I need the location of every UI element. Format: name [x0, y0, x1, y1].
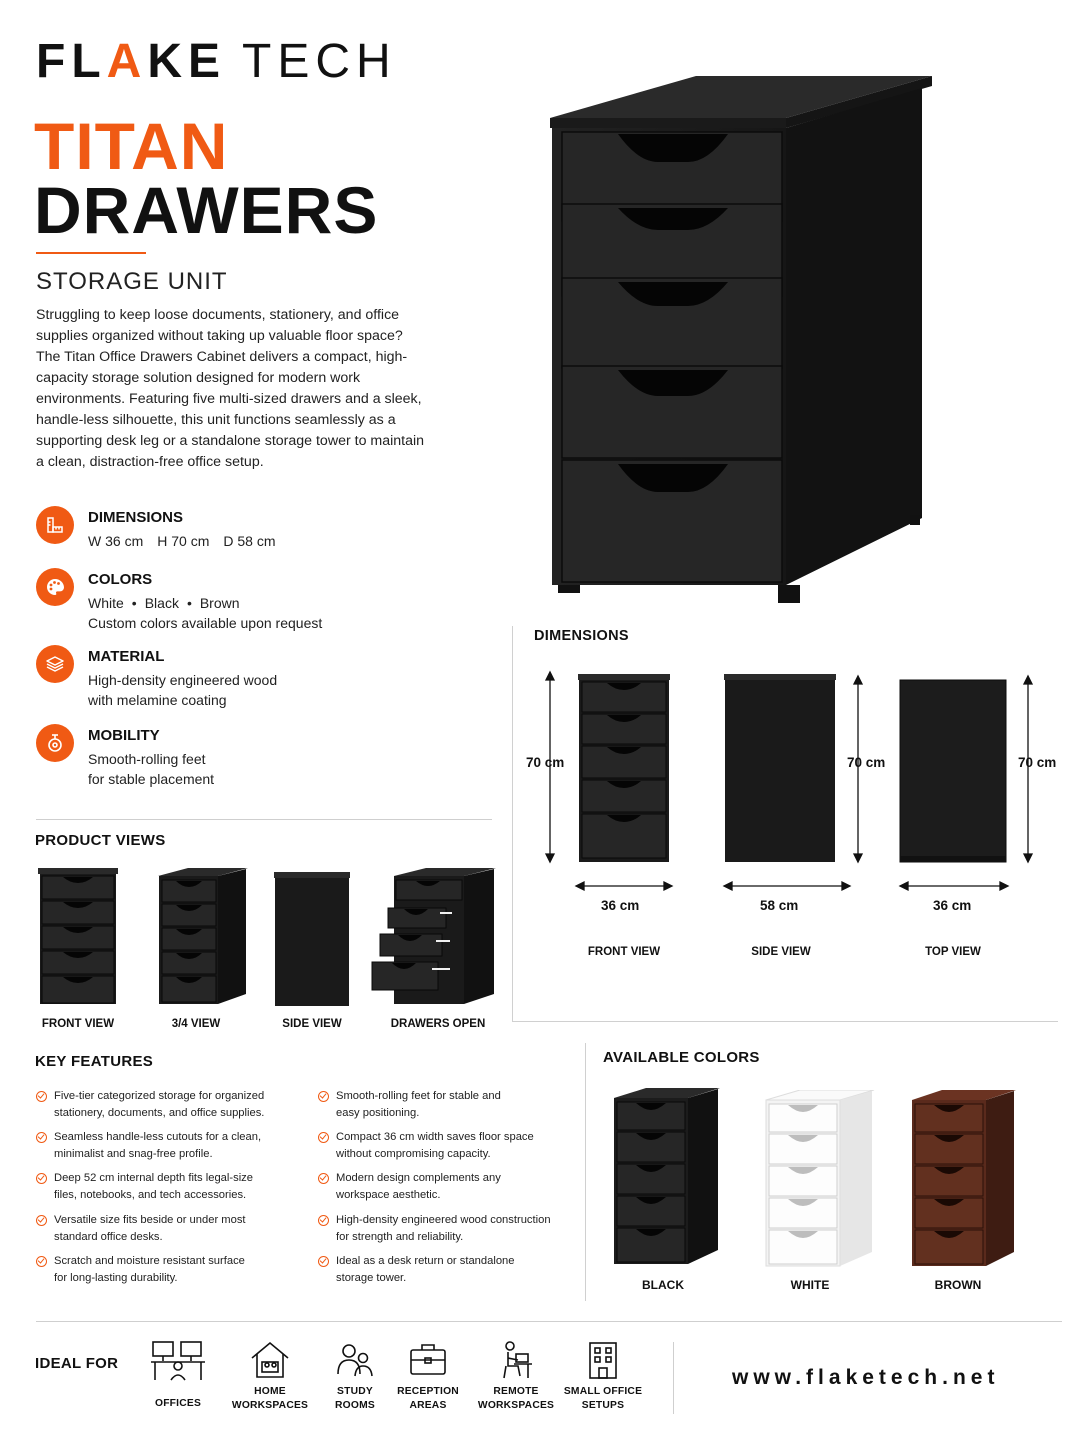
briefcase-icon: [408, 1340, 448, 1380]
color-option: Black: [144, 595, 179, 611]
brand-logo: [36, 34, 397, 89]
check-circle-icon: [318, 1215, 329, 1226]
height-label-front: 70 cm: [526, 755, 565, 770]
spec-colors: [36, 570, 322, 633]
logo-flake: [36, 34, 226, 89]
mobility-line: for stable placement: [88, 771, 215, 787]
feature-text: storage tower.: [336, 1272, 407, 1284]
color-swatch-brown: [910, 1090, 1020, 1273]
dimension-height: H 70 cm: [157, 533, 210, 549]
ideal-label: SETUPS: [581, 1400, 625, 1411]
feature-text: for strength and reliability.: [336, 1231, 464, 1243]
dimension-width: W 36 cm: [88, 533, 144, 549]
feature-item: [36, 1253, 296, 1287]
dimensions-panel-title: DIMENSIONS: [534, 628, 629, 644]
dimension-depth: D 58 cm: [223, 533, 276, 549]
home-icon: [248, 1340, 292, 1380]
feature-item: [318, 1253, 578, 1287]
color-swatch-white: [764, 1090, 878, 1273]
ideal-label: OFFICES: [154, 1398, 202, 1409]
feature-text: files, notebooks, and tech accessories.: [54, 1189, 247, 1201]
feature-text: Scratch and moisture resistant surface: [54, 1255, 245, 1267]
product-view-label: FRONT VIEW: [41, 1018, 115, 1030]
dimension-view-label: SIDE VIEW: [751, 946, 811, 958]
dimension-view-label: FRONT VIEW: [587, 946, 661, 958]
available-colors-title: AVAILABLE COLORS: [603, 1049, 760, 1066]
ideal-offices: [133, 1340, 223, 1411]
logo-flake-part: FL: [36, 35, 107, 88]
bullet-separator: •: [131, 595, 137, 611]
feature-text: Compact 36 cm width saves floor space: [336, 1131, 534, 1143]
intro-paragraph: Struggling to keep loose documents, stationery, and office supplies organized without taking up valuable floor space? The Titan Office Drawers Cabinet delivers a compact, high-capacity storage solution designed for modern work environments. Featuring five multi-sized drawers and a sleek, handle-less silhouette, this unit functions seamlessly as a supporting desk leg or a standalone storage tower to maintain a clean, distraction-free office setup.: [36, 307, 425, 470]
feature-item: [318, 1088, 578, 1122]
dimension-view-label: TOP VIEW: [925, 946, 981, 958]
color-label: BROWN: [934, 1278, 982, 1292]
check-circle-icon: [36, 1091, 47, 1102]
feature-item: [36, 1170, 296, 1204]
feature-item: [318, 1170, 578, 1204]
ideal-label: WORKSPACES: [477, 1400, 555, 1411]
colors-divider: [585, 1043, 586, 1301]
color-option: White: [88, 595, 124, 611]
ideal-label: WORKSPACES: [231, 1400, 309, 1411]
ideal-label: STUDY: [337, 1386, 373, 1397]
check-circle-icon: [36, 1256, 47, 1267]
ideal-remote-workspaces: [471, 1340, 561, 1413]
check-circle-icon: [318, 1132, 329, 1143]
product-view-label: 3/4 VIEW: [171, 1018, 221, 1030]
check-circle-icon: [318, 1091, 329, 1102]
mobility-line: Smooth-rolling feet: [88, 751, 206, 767]
check-circle-icon: [36, 1173, 47, 1184]
check-circle-icon: [36, 1132, 47, 1143]
title-line-1: TITAN: [34, 109, 229, 183]
footer-divider: [36, 1321, 1062, 1322]
depth-label-side: 58 cm: [760, 898, 799, 913]
feature-item: [318, 1129, 578, 1163]
study-group-icon: [335, 1342, 375, 1380]
color-option: Brown: [199, 595, 240, 611]
product-views-title: PRODUCT VIEWS: [35, 832, 166, 849]
check-circle-icon: [318, 1256, 329, 1267]
office-desk-icon: [149, 1340, 207, 1384]
material-line: High-density engineered wood: [88, 672, 278, 688]
caster-icon: [36, 724, 74, 762]
spec-mobility: [36, 726, 214, 789]
remote-worker-icon: [498, 1340, 534, 1380]
feature-text: without compromising capacity.: [336, 1148, 491, 1160]
ideal-label: ROOMS: [335, 1400, 375, 1411]
height-label-top: 70 cm: [1018, 755, 1057, 770]
logo-flake-end: KE: [147, 35, 226, 88]
feature-text: stationery, documents, and office supplies.: [54, 1107, 265, 1119]
ruler-icon: [36, 506, 74, 544]
website-link[interactable]: www.flaketech.net: [732, 1366, 1000, 1389]
width-label-top: 36 cm: [933, 898, 972, 913]
bullet-separator: •: [186, 595, 192, 611]
spec-title: MOBILITY: [88, 727, 160, 744]
feature-text: workspace aesthetic.: [336, 1189, 441, 1201]
ideal-home-workspaces: [225, 1340, 315, 1413]
subtitle: STORAGE UNIT: [36, 268, 228, 295]
feature-text: Smooth-rolling feet for stable and: [336, 1090, 501, 1102]
spec-title: DIMENSIONS: [88, 509, 184, 526]
feature-text: High-density engineered wood construction: [336, 1214, 551, 1226]
feature-text: Deep 52 cm internal depth fits legal-size: [54, 1172, 253, 1184]
feature-text: standard office desks.: [54, 1231, 163, 1243]
feature-text: Modern design complements any: [336, 1172, 501, 1184]
footer-vertical-divider: [673, 1342, 674, 1414]
layers-icon: [36, 645, 74, 683]
spec-title: MATERIAL: [88, 648, 165, 665]
color-label: BLACK: [642, 1278, 684, 1292]
product-view-label: SIDE VIEW: [282, 1018, 342, 1030]
product-view-three-quarter: [158, 868, 250, 1011]
check-circle-icon: [318, 1173, 329, 1184]
feature-item: [318, 1212, 578, 1246]
ideal-for-title: IDEAL FOR: [35, 1355, 119, 1372]
feature-text: for long-lasting durability.: [54, 1272, 178, 1284]
palette-icon: [36, 568, 74, 606]
feature-item: [36, 1129, 296, 1163]
material-line: with melamine coating: [88, 692, 227, 708]
feature-text: minimalist and snag-free profile.: [54, 1148, 213, 1160]
product-view-side: [274, 872, 350, 1011]
height-label-side: 70 cm: [847, 755, 886, 770]
product-view-drawers-open: [370, 868, 498, 1011]
product-view-label: DRAWERS OPEN: [390, 1018, 486, 1030]
width-label-front: 36 cm: [601, 898, 640, 913]
title-line-2: DRAWERS: [34, 173, 379, 247]
dimension-drawings: [512, 660, 1058, 905]
feature-text: Seamless handle-less cutouts for a clean,: [54, 1131, 262, 1143]
logo-accent-letter: A: [106, 35, 148, 88]
ideal-small-office-setups: [558, 1340, 648, 1413]
ideal-label: RECEPTION: [397, 1386, 459, 1397]
title-divider: [36, 252, 146, 254]
colors-note: Custom colors available upon request: [88, 615, 323, 631]
feature-item: [36, 1212, 296, 1246]
feature-text: Five-tier categorized storage for organized: [54, 1090, 265, 1102]
spec-material: [36, 647, 277, 710]
section-divider: [36, 819, 492, 820]
ideal-label: HOME: [254, 1386, 286, 1397]
spec-title: COLORS: [88, 571, 153, 588]
ideal-label: REMOTE: [493, 1386, 539, 1397]
ideal-label: AREAS: [409, 1400, 447, 1411]
feature-text: easy positioning.: [336, 1107, 420, 1119]
color-label: WHITE: [790, 1278, 830, 1292]
logo-tech: TECH: [242, 35, 397, 88]
feature-text: Versatile size fits beside or under most: [54, 1214, 246, 1226]
product-view-front: [38, 868, 118, 1011]
hero-cabinet-image: [548, 70, 938, 615]
spec-dimensions: [36, 508, 289, 551]
feature-item: [36, 1088, 296, 1122]
feature-text: Ideal as a desk return or standalone: [336, 1255, 515, 1267]
color-swatch-black: [612, 1088, 722, 1273]
building-icon: [585, 1340, 621, 1380]
check-circle-icon: [36, 1215, 47, 1226]
key-features-title: KEY FEATURES: [35, 1053, 154, 1070]
ideal-label: SMALL OFFICE: [563, 1386, 643, 1397]
ideal-reception-areas: [383, 1340, 473, 1413]
